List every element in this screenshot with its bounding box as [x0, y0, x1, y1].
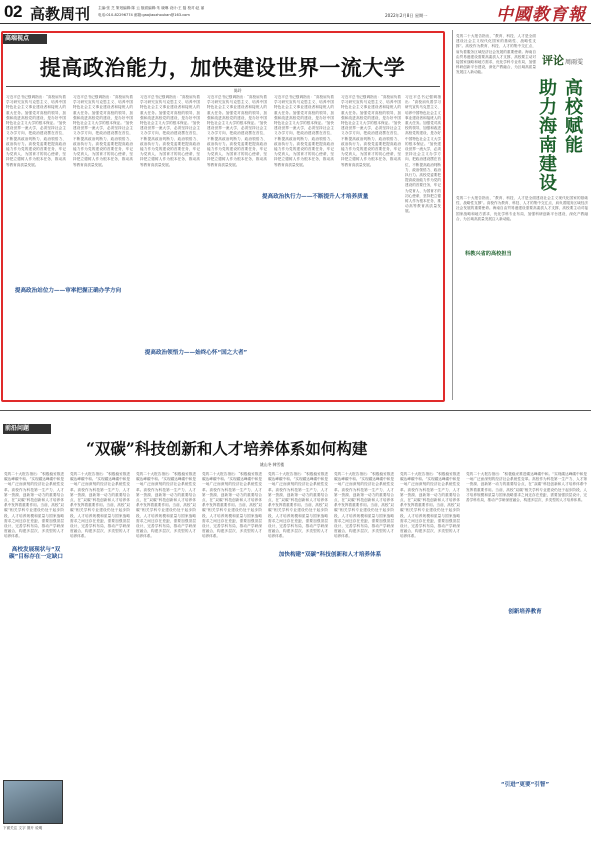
feature-col-6: 习近平总书记强调指出：“高校肩负着学习研究宣传马克思主义、培养中国特色社会主义事业建设者和接班人的重大任务。加强党对高校的领导，加强和改进高校党的建设，是办好中国特色社会主义大学的根本保证。”加快建设世界一流大学，必须坚持社会主义办学方向，把政治建设摆在首位，不断提高政治判断力、政治领悟力、政治执行力。高校党委要把提高政治能力作为党的建设的首要任务，牢记为党育人、为国育才的初心使命，坚持把立德树人作为根本任务，推动高等教育高质量发展。 — [341, 95, 401, 167]
feature-author: 陈玲 — [234, 88, 242, 93]
second-column-head: 前沿问题 — [3, 424, 51, 434]
contact-info: 电话:010-82296774 邮箱:gaojiaozhoukan@163.com — [98, 13, 190, 17]
second-subhead-2: 加快构建“双碳”科技创新和人才培养体系 — [270, 550, 390, 558]
second-col-3: 党的二十大报告指出：“积极稳妥推进碳达峰碳中和。”实现碳达峰碳中和是一场广泛而深刻的经济社会系统性变革。高校作为科技第一生产力、人才第一资源、创新第一动力的重要结合点，在“双碳”科技创新和人才培养体系中发挥着重要作用。当前，高校“双碳”相关学科专业建设仍处于起步阶段，人才培养规模和质量与国家战略需求之间还存在差距，需要加强顶层设计，完善学科布局，推动产学研深度融合，构建多层次、多类型的人才培养体系。 — [136, 472, 196, 539]
commentary-body-top: 党的二十大报告指出，“教育、科技、人才是全面建设社会主义现代化国家的基础性、战略性支撑”。高校作为教育、科技、人才的集中交汇点，肩负着服务区域经济社会发展的重要使命。海南自由贸易港建设需要高素质人才支撑，高校要主动对接国家战略和地方需求，优化学科专业布局，加强科研创新平台建设，深化产教融合，为区域高质量发展注入新动能。 — [456, 34, 536, 75]
feature-col-2: 习近平总书记强调指出：“高校肩负着学习研究宣传马克思主义、培养中国特色社会主义事业建设者和接班人的重大任务。加强党对高校的领导，加强和改进高校党的建设，是办好中国特色社会主义大学的根本保证。”加快建设世界一流大学，必须坚持社会主义办学方向，把政治建设摆在首位，不断提高政治判断力、政治领悟力、政治执行力。高校党委要把提高政治能力作为党的建设的首要任务，牢记为党育人、为国育才的初心使命，坚持把立德树人作为根本任务，推动高等教育高质量发展。 — [73, 95, 133, 167]
feature-col-1: 习近平总书记强调指出：“高校肩负着学习研究宣传马克思主义、培养中国特色社会主义事业建设者和接班人的重大任务。加强党对高校的领导，加强和改进高校党的建设，是办好中国特色社会主义大学的根本保证。”加快建设世界一流大学，必须坚持社会主义办学方向，把政治建设摆在首位，不断提高政治判断力、政治领悟力、政治执行力。高校党委要把提高政治能力作为党的建设的首要任务，牢记为党育人、为国育才的初心使命，坚持把立德树人作为根本任务，推动高等教育高质量发展。 — [6, 95, 66, 167]
editor-info: 主编:张 芝 策划编辑:陈 云 版面编辑:朱 晓琳 设计:王 磊 校对:赵 丽 — [98, 6, 205, 10]
second-authors: 姚山冬 韩雪楼 — [260, 462, 284, 467]
feature-col-4: 习近平总书记强调指出：“高校肩负着学习研究宣传马克思主义、培养中国特色社会主义事业建设者和接班人的重大任务。加强党对高校的领导，加强和改进高校党的建设，是办好中国特色社会主义大学的根本保证。”加快建设世界一流大学，必须坚持社会主义办学方向，把政治建设摆在首位，不断提高政治判断力、政治领悟力、政治执行力。高校党委要把提高政治能力作为党的建设的首要任务，牢记为党育人、为国育才的初心使命，坚持把立德树人作为根本任务，推动高等教育高质量发展。 — [207, 95, 267, 167]
second-col-7: 党的二十大报告指出：“积极稳妥推进碳达峰碳中和。”实现碳达峰碳中和是一场广泛而深刻的经济社会系统性变革。高校作为科技第一生产力、人才第一资源、创新第一动力的重要结合点，在“双碳”科技创新和人才培养体系中发挥着重要作用。当前，高校“双碳”相关学科专业建设仍处于起步阶段，人才培养规模和质量与国家战略需求之间还存在差距，需要加强顶层设计，完善学科布局，推动产学研深度融合，构建多层次、多类型的人才培养体系。 — [400, 472, 460, 539]
masthead — [0, 0, 591, 24]
issue-date: 2022年2月8日 星期一 — [385, 13, 428, 18]
newspaper-logo: 中國教育報 — [496, 5, 586, 25]
commentary-column-head: 评论周雨雯 — [542, 54, 584, 67]
feature-col-5: 习近平总书记强调指出：“高校肩负着学习研究宣传马克思主义、培养中国特色社会主义事业建设者和接班人的重大任务。加强党对高校的领导，加强和改进高校党的建设，是办好中国特色社会主义大学的根本保证。”加快建设世界一流大学，必须坚持社会主义办学方向，把政治建设摆在首位，不断提高政治判断力、政治领悟力、政治执行力。高校党委要把提高政治能力作为党的建设的首要任务，牢记为党育人、为国育才的初心使命，坚持把立德树人作为根本任务，推动高等教育高质量发展。 — [274, 95, 334, 167]
feature-headline: 提高政治能力，加快建设世界一流大学 — [39, 55, 406, 80]
second-subhead-1: 高校发展现状与“双碳”目标存在一定缺口 — [8, 547, 64, 560]
photo-caption: 下面关注 文字 图片 说明 — [3, 826, 43, 830]
feature-subhead-2: 提高政治站位力——审率把握正确办学方向 — [12, 284, 124, 296]
commentary-title: 高校赋能 助力海南建设 — [536, 78, 583, 192]
second-headline: “双碳”科技创新和人才培养体系如何构建 — [86, 439, 368, 458]
second-col-6: 党的二十大报告指出：“积极稳妥推进碳达峰碳中和。”实现碳达峰碳中和是一场广泛而深刻的经济社会系统性变革。高校作为科技第一生产力、人才第一资源、创新第一动力的重要结合点，在“双碳”科技创新和人才培养体系中发挥着重要作用。当前，高校“双碳”相关学科专业建设仍处于起步阶段，人才培养规模和质量与国家战略需求之间还存在差距，需要加强顶层设计，完善学科布局，推动产学研深度融合，构建多层次、多类型的人才培养体系。 — [334, 472, 394, 539]
second-col-4: 党的二十大报告指出：“积极稳妥推进碳达峰碳中和。”实现碳达峰碳中和是一场广泛而深刻的经济社会系统性变革。高校作为科技第一生产力、人才第一资源、创新第一动力的重要结合点，在“双碳”科技创新和人才培养体系中发挥着重要作用。当前，高校“双碳”相关学科专业建设仍处于起步阶段，人才培养规模和质量与国家战略需求之间还存在差距，需要加强顶层设计，完善学科布局，推动产学研深度融合，构建多层次、多类型的人才培养体系。 — [202, 472, 262, 539]
commentary-subhead: 科教兴省的高校担当 — [465, 251, 512, 257]
section-rule — [0, 410, 591, 411]
page-number: 02 — [4, 2, 22, 21]
feature-rule — [6, 86, 440, 87]
feature-column-head: 高端视点 — [3, 34, 47, 44]
article-photo — [3, 780, 63, 824]
page-name: 高教周刊 — [30, 5, 91, 23]
column-divider — [452, 30, 453, 400]
feature-subhead-1: 提高政治执行力——不断提升人才培养质量 — [262, 190, 346, 202]
second-subhead-4: “引进”更要“引智” — [470, 780, 580, 788]
feature-col-7: 习近平总书记强调指出：“高校肩负着学习研究宣传马克思主义、培养中国特色社会主义事业建设者和接班人的重大任务。加强党对高校的领导，加强和改进高校党的建设，是办好中国特色社会主义大学的根本保证。”加快建设世界一流大学，必须坚持社会主义办学方向，把政治建设摆在首位，不断提高政治判断力、政治领悟力、政治执行力。高校党委要把提高政治能力作为党的建设的首要任务，牢记为党育人、为国育才的初心使命，坚持把立德树人作为根本任务，推动高等教育高质量发展。 — [405, 95, 441, 214]
feature-subhead-3: 提高政治领悟力——始终心怀“国之大者” — [140, 346, 252, 358]
feature-col-3: 习近平总书记强调指出：“高校肩负着学习研究宣传马克思主义、培养中国特色社会主义事业建设者和接班人的重大任务。加强党对高校的领导，加强和改进高校党的建设，是办好中国特色社会主义大学的根本保证。”加快建设世界一流大学，必须坚持社会主义办学方向，把政治建设摆在首位，不断提高政治判断力、政治领悟力、政治执行力。高校党委要把提高政治能力作为党的建设的首要任务，牢记为党育人、为国育才的初心使命，坚持把立德树人作为根本任务，推动高等教育高质量发展。 — [140, 95, 200, 167]
second-col-8: 党的二十大报告指出：“积极稳妥推进碳达峰碳中和。”实现碳达峰碳中和是一场广泛而深刻的经济社会系统性变革。高校作为科技第一生产力、人才第一资源、创新第一动力的重要结合点，在“双碳”科技创新和人才培养体系中发挥着重要作用。当前，高校“双碳”相关学科专业建设仍处于起步阶段，人才培养规模和质量与国家战略需求之间还存在差距，需要加强顶层设计，完善学科布局，推动产学研深度融合，构建多层次、多类型的人才培养体系。 — [466, 472, 587, 503]
second-col-2: 党的二十大报告指出：“积极稳妥推进碳达峰碳中和。”实现碳达峰碳中和是一场广泛而深刻的经济社会系统性变革。高校作为科技第一生产力、人才第一资源、创新第一动力的重要结合点，在“双碳”科技创新和人才培养体系中发挥着重要作用。当前，高校“双碳”相关学科专业建设仍处于起步阶段，人才培养规模和质量与国家战略需求之间还存在差距，需要加强顶层设计，完善学科布局，推动产学研深度融合，构建多层次、多类型的人才培养体系。 — [70, 472, 130, 539]
second-subhead-3: 创新培养教育 — [470, 607, 580, 615]
second-col-5: 党的二十大报告指出：“积极稳妥推进碳达峰碳中和。”实现碳达峰碳中和是一场广泛而深刻的经济社会系统性变革。高校作为科技第一生产力、人才第一资源、创新第一动力的重要结合点，在“双碳”科技创新和人才培养体系中发挥着重要作用。当前，高校“双碳”相关学科专业建设仍处于起步阶段，人才培养规模和质量与国家战略需求之间还存在差距，需要加强顶层设计，完善学科布局，推动产学研深度融合，构建多层次、多类型的人才培养体系。 — [268, 472, 328, 539]
commentary-body: 党的二十大报告指出，“教育、科技、人才是全面建设社会主义现代化国家的基础性、战略性支撑”。高校作为教育、科技、人才的集中交汇点，肩负着服务区域经济社会发展的重要使命。海南自由贸易港建设需要高素质人才支撑，高校要主动对接国家战略和地方需求，优化学科专业布局，加强科研创新平台建设，深化产教融合，为区域高质量发展注入新动能。 — [456, 196, 588, 221]
second-col-1: 党的二十大报告指出：“积极稳妥推进碳达峰碳中和。”实现碳达峰碳中和是一场广泛而深刻的经济社会系统性变革。高校作为科技第一生产力、人才第一资源、创新第一动力的重要结合点，在“双碳”科技创新和人才培养体系中发挥着重要作用。当前，高校“双碳”相关学科专业建设仍处于起步阶段，人才培养规模和质量与国家战略需求之间还存在差距，需要加强顶层设计，完善学科布局，推动产学研深度融合，构建多层次、多类型的人才培养体系。 — [4, 472, 64, 539]
